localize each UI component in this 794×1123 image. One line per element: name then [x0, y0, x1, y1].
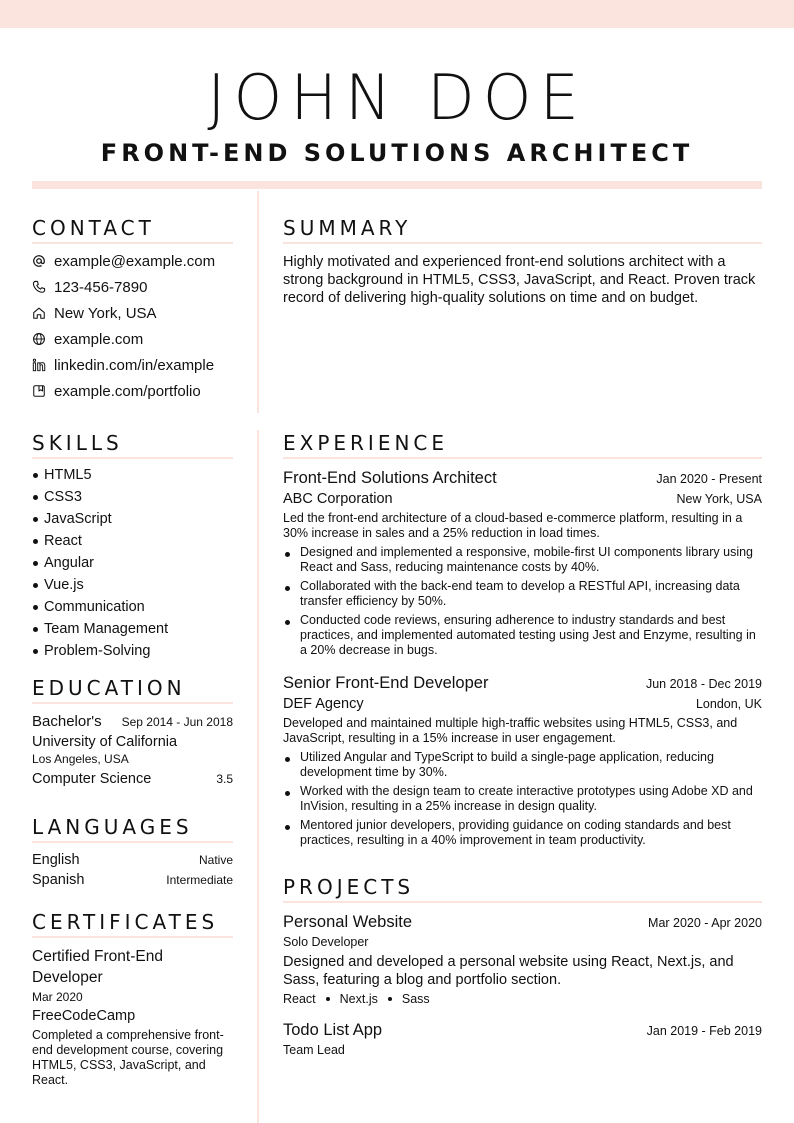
- bullet-dot: [285, 620, 290, 625]
- header-divider: [32, 181, 762, 189]
- project-tags: [283, 992, 762, 1006]
- contact-linkedin[interactable]: [32, 352, 233, 378]
- bullet-dot: [33, 583, 38, 588]
- experience-entry: [283, 672, 762, 848]
- certificate-date: Mar 2020: [32, 990, 83, 1004]
- candidate-name: JOHN DOE: [207, 61, 587, 134]
- project-dates: Mar 2020 - Apr 2020: [648, 916, 762, 930]
- project-title: Personal Website: [283, 913, 413, 931]
- globe-icon: [32, 332, 46, 346]
- projects-section: [283, 875, 762, 1057]
- bullet-dot: [285, 552, 290, 557]
- language-row: [32, 852, 233, 868]
- language-name: Spanish: [32, 872, 85, 888]
- candidate-title: FRONT-END SOLUTIONS ARCHITECT: [100, 139, 694, 167]
- certificate-issuer: FreeCodeCamp: [32, 1008, 136, 1024]
- column-divider-bottom: [257, 430, 259, 1123]
- project-description: Designed and developed a personal website using React, Next.js, and Sass, featuring a blog and portfolio section.: [283, 954, 734, 988]
- skills-heading: SKILLS: [32, 431, 233, 459]
- experience-entry: [283, 467, 762, 658]
- bullet-text: Utilized Angular and TypeScript to build a single-page application, reducing development time by 30%.: [300, 750, 714, 779]
- skill-name: Team Management: [44, 621, 169, 637]
- contact-location: [32, 300, 233, 326]
- education-dates: Sep 2014 - Jun 2018: [121, 715, 233, 729]
- language-level: Intermediate: [166, 873, 233, 887]
- bullet-dot: [285, 825, 290, 830]
- phone-icon: [32, 280, 46, 294]
- education-section: [32, 676, 233, 787]
- bullet-dot: [285, 791, 290, 796]
- contact-location-text: New York, USA: [54, 304, 157, 322]
- skill-name: Communication: [44, 599, 145, 615]
- summary-text: Highly motivated and experienced front-end solutions architect with a strong background in HTML5, CSS3, JavaScript, and React. Proven track record of delivering high-quality solutions on time and on budget.: [283, 254, 756, 306]
- list-item: [32, 508, 233, 530]
- list-item: [32, 552, 233, 574]
- list-item: [32, 618, 233, 640]
- education-school: University of California: [32, 734, 178, 750]
- bullet-dot: [285, 757, 290, 762]
- bullet-dot: [33, 627, 38, 632]
- contact-email-text: example@example.com: [54, 252, 216, 270]
- bullet-text: Conducted code reviews, ensuring adherence to industry standards and best practices, and implemented automated testing using Jest and Enzyme, resulting in a 20% decrease in bugs.: [300, 613, 756, 657]
- list-item: [32, 574, 233, 596]
- job-company: ABC Corporation: [283, 491, 393, 507]
- job-dates: Jun 2018 - Dec 2019: [645, 677, 762, 691]
- list-item: [283, 613, 762, 658]
- project-tag: Sass: [401, 992, 430, 1006]
- contact-phone[interactable]: [32, 274, 233, 300]
- skill-name: React: [44, 533, 82, 549]
- bullet-dot: [33, 561, 38, 566]
- list-item: [32, 486, 233, 508]
- education-heading: EDUCATION: [32, 676, 233, 704]
- list-item: [283, 579, 762, 609]
- top-accent-bar: [0, 0, 794, 28]
- bullet-dot: [33, 473, 38, 478]
- list-item: [32, 464, 233, 486]
- project-dates: Jan 2019 - Feb 2019: [646, 1024, 762, 1038]
- project-role: Team Lead: [283, 1043, 345, 1057]
- job-title: Front-End Solutions Architect: [283, 469, 497, 487]
- contact-section: [32, 216, 233, 404]
- tag-separator: [326, 997, 330, 1001]
- bullet-dot: [33, 649, 38, 654]
- languages-section: [32, 815, 233, 888]
- list-item: [32, 640, 233, 662]
- bullet-text: Collaborated with the back-end team to develop a RESTful API, increasing data transfer efficiency by 50%.: [300, 579, 740, 608]
- job-description: Developed and maintained multiple high-traffic websites using HTML5, CSS3, and JavaScript, resulting in a 15% increase in user engagement.: [283, 716, 738, 745]
- job-dates: Jan 2020 - Present: [656, 472, 762, 486]
- list-item: [283, 784, 762, 814]
- job-title: Senior Front-End Developer: [283, 674, 489, 692]
- contact-website[interactable]: [32, 326, 233, 352]
- projects-heading: PROJECTS: [283, 875, 762, 903]
- bullet-text: Worked with the design team to create interactive prototypes using Adobe XD and InVision, resulting in a 25% increase in design quality.: [300, 784, 753, 813]
- column-divider-top: [257, 191, 259, 413]
- skills-section: [32, 431, 233, 662]
- tag-separator: [388, 997, 392, 1001]
- resume-header: [32, 62, 762, 170]
- certificate-name: Certified Front-End Developer: [32, 948, 163, 986]
- contact-linkedin-text: linkedin.com/in/example: [54, 356, 215, 374]
- project-title: Todo List App: [283, 1021, 383, 1039]
- education-field: Computer Science: [32, 771, 152, 787]
- list-item: [283, 750, 762, 780]
- skill-name: Vue.js: [44, 577, 84, 593]
- education-gpa: 3.5: [216, 772, 233, 786]
- list-item: [283, 545, 762, 575]
- education-location: Los Angeles, USA: [32, 752, 129, 766]
- education-degree: Bachelor's: [32, 713, 102, 730]
- experience-heading: EXPERIENCE: [283, 431, 762, 459]
- skill-name: Problem-Solving: [44, 643, 151, 659]
- contact-phone-text: 123-456-7890: [54, 278, 148, 296]
- contact-email[interactable]: [32, 248, 233, 274]
- bullet-text: Designed and implemented a responsive, mobile-first UI components library using React and Sass, reducing maintenance costs by 40%.: [300, 545, 753, 574]
- project-tag: React: [283, 992, 316, 1006]
- contact-heading: CONTACT: [32, 216, 233, 244]
- bullet-text: Mentored junior developers, providing guidance on coding standards and best practices, resulting in a 40% improvement in team productivity.: [300, 818, 731, 847]
- linkedin-icon: [32, 358, 46, 372]
- skill-name: JavaScript: [44, 511, 112, 527]
- list-item: [32, 530, 233, 552]
- bullet-dot: [285, 586, 290, 591]
- project-entry: [283, 1019, 762, 1057]
- skill-name: Angular: [44, 555, 94, 571]
- contact-website-text: example.com: [54, 330, 144, 348]
- summary-section: [283, 216, 762, 307]
- languages-heading: LANGUAGES: [32, 815, 233, 843]
- language-name: English: [32, 852, 80, 868]
- portfolio-icon: [32, 384, 46, 398]
- skills-list: [32, 464, 233, 662]
- skill-name: HTML5: [44, 467, 92, 483]
- project-entry: [283, 911, 762, 1006]
- certificates-section: [32, 910, 233, 1088]
- experience-section: [283, 431, 762, 852]
- project-role: Solo Developer: [283, 935, 369, 949]
- contact-portfolio[interactable]: [32, 378, 233, 404]
- certificate-description: Completed a comprehensive front-end development course, covering HTML5, CSS3, JavaScript, and React.: [32, 1028, 224, 1087]
- summary-heading: SUMMARY: [283, 216, 762, 244]
- home-icon: [32, 306, 46, 320]
- bullet-dot: [33, 495, 38, 500]
- at-icon: [32, 254, 46, 268]
- job-location: London, UK: [695, 697, 762, 711]
- contact-portfolio-text: example.com/portfolio: [54, 382, 201, 400]
- language-row: [32, 872, 233, 888]
- bullet-dot: [33, 605, 38, 610]
- skill-name: CSS3: [44, 489, 82, 505]
- bullet-dot: [33, 517, 38, 522]
- list-item: [283, 818, 762, 848]
- language-level: Native: [198, 853, 233, 867]
- job-description: Led the front-end architecture of a cloud-based e-commerce platform, resulting in a 30% increase in sales and a 25% reduction in load times.: [283, 511, 743, 540]
- job-company: DEF Agency: [283, 696, 364, 712]
- list-item: [32, 596, 233, 618]
- bullet-dot: [33, 539, 38, 544]
- job-location: New York, USA: [676, 492, 762, 506]
- certificates-heading: CERTIFICATES: [32, 910, 233, 938]
- project-tag: Next.js: [339, 992, 378, 1006]
